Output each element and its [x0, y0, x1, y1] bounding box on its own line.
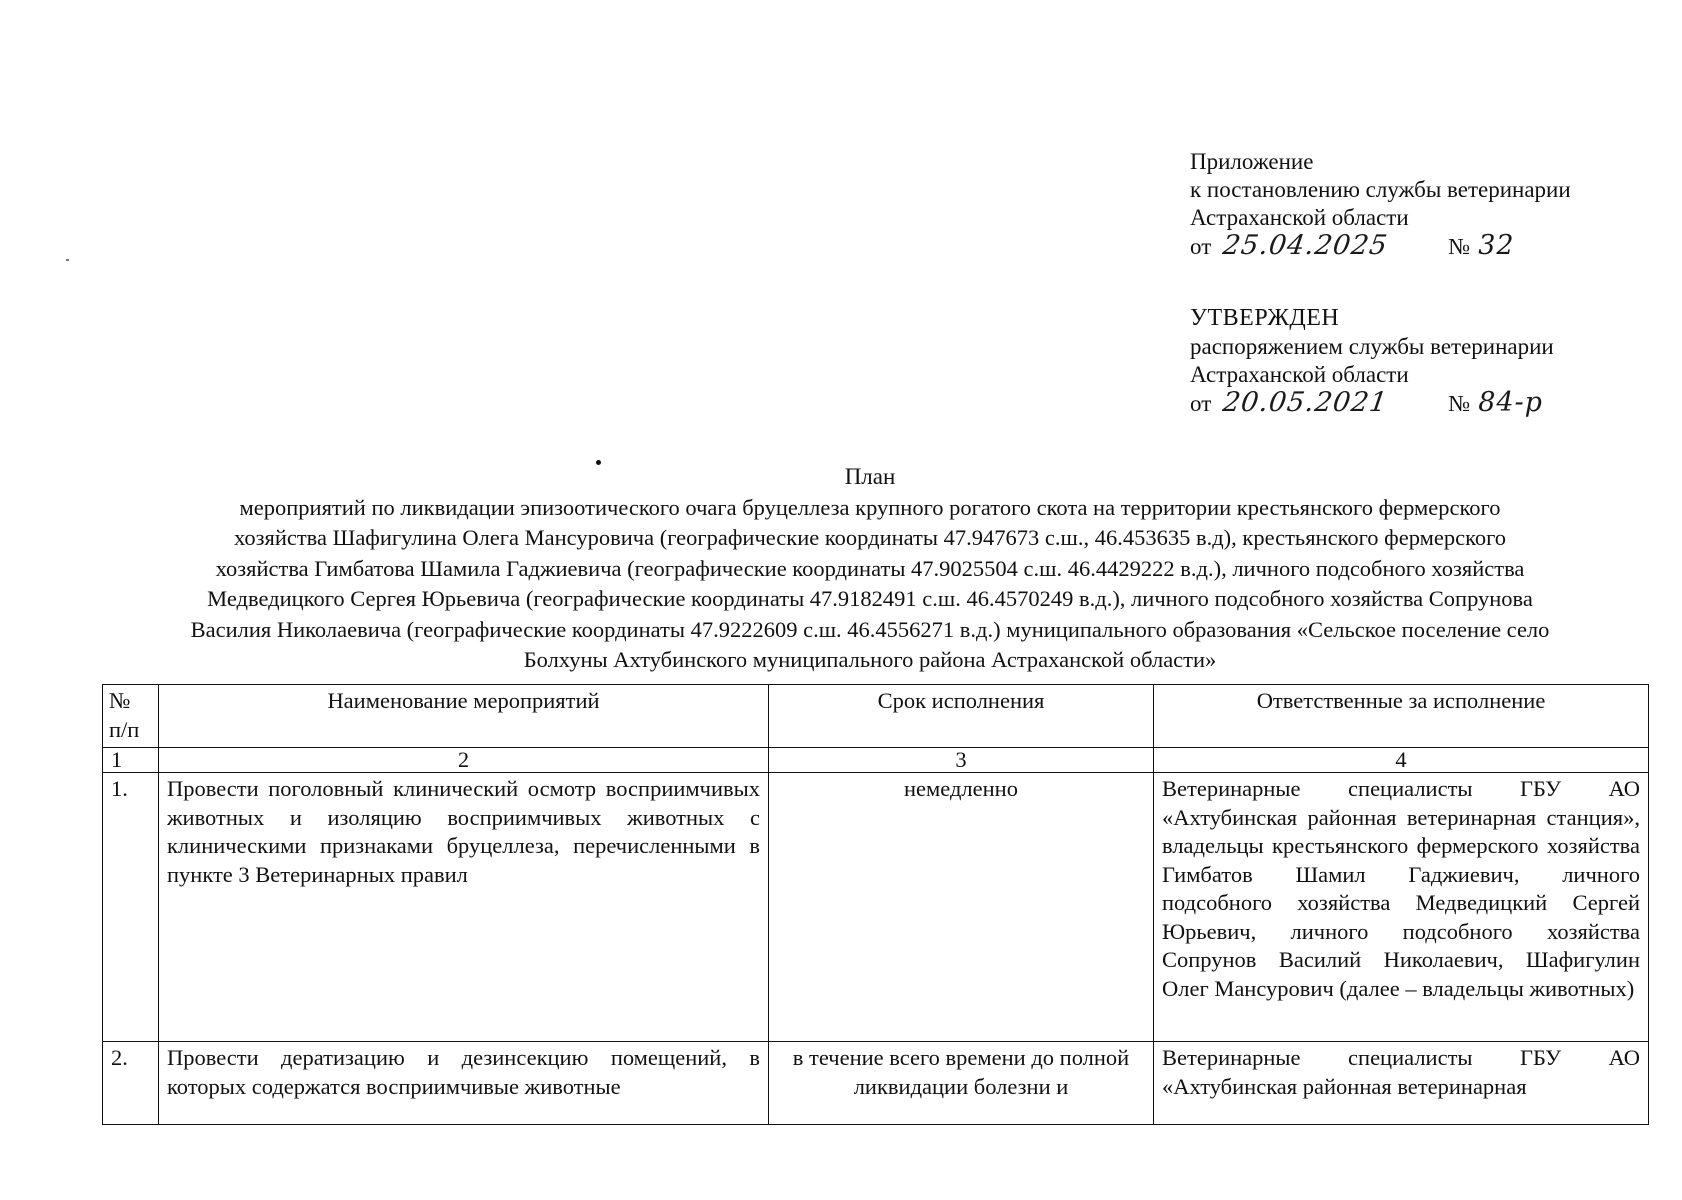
plan-title-line-5: Василия Николаевича (географические координаты 47.9222609 с.ш. 46.4556271 в.д.) муниципального образования «Сельское поселение село — [190, 616, 1550, 642]
approved-heading: УТВЕРЖДЕН — [1190, 305, 1340, 331]
column-number-4: 4 — [1154, 748, 1649, 773]
approved-handwritten-date: 20.05.2021 — [1221, 387, 1391, 418]
plan-title-line-6: Болхуны Ахтубинского муниципального района Астраханской области» — [523, 647, 1217, 672]
plan-title-line-2: хозяйства Шафигулина Олега Мансуровича (географические координаты 47.947673 с.ш., 46.453635 в.д), крестьянского фермерского — [233, 525, 1507, 550]
appendix-line-1: Приложение — [1190, 149, 1314, 174]
approved-handwritten-number: 84-р — [1478, 387, 1543, 418]
header-responsible: Ответственные за исполнение — [1154, 685, 1649, 748]
column-number-2: 2 — [159, 748, 769, 773]
appendix-date-row — [1190, 232, 1660, 261]
column-number-1: 1 — [103, 748, 159, 773]
plan-title-line-4: Медведицкого Сергея Юрьевича (географические координаты 47.9182491 с.ш. 46.4570249 в.д.), личного подсобного хозяйства Сопрунова — [207, 586, 1533, 611]
approved-block — [1190, 303, 1660, 418]
appendix-line-2: к постановлению службы ветеринарии — [1190, 177, 1571, 202]
appendix-number-label: № — [1448, 234, 1471, 259]
row-measure: Провести дератизацию и дезинсекцию помещений, в которых содержатся восприимчивые животные — [159, 1042, 769, 1125]
row-number: 1. — [103, 773, 159, 1042]
row-deadline: немедленно — [769, 773, 1154, 1042]
appendix-line-3: Астраханской области — [1190, 205, 1409, 230]
plan-title — [110, 462, 1630, 676]
row-responsible: Ветеринарные специалисты ГБУ АО «Ахтубинская районная ветеринарная станция», владельцы крестьянского фермерского хозяйства Гимбатов Шамил Гаджиевич, личного подсобного хозяйства Медведицкий Сергей Юрьевич, личного подсобного хозяйства Сопрунов Василий Николаевич, Шафигулин Олег Мансурович (далее – владельцы животных) — [1154, 773, 1649, 1042]
plan-heading: План — [844, 464, 896, 489]
table-row — [103, 1042, 1649, 1125]
table-row — [103, 773, 1649, 1042]
approved-from-label: от — [1190, 391, 1212, 416]
appendix-handwritten-date: 25.04.2025 — [1221, 230, 1391, 261]
approved-line-1: распоряжением службы ветеринарии — [1190, 334, 1554, 359]
table-header-row — [103, 685, 1649, 748]
header-number: № п/п — [103, 685, 159, 748]
scan-speck — [66, 259, 69, 261]
appendix-handwritten-number: 32 — [1478, 230, 1515, 261]
row-number: 2. — [103, 1042, 159, 1125]
appendix-block — [1190, 148, 1660, 261]
approved-line-2: Астраханской области — [1190, 362, 1409, 387]
column-number-3: 3 — [769, 748, 1154, 773]
row-responsible: Ветеринарные специалисты ГБУ АО «Ахтубинская районная ветеринарная — [1154, 1042, 1649, 1125]
plan-title-line-3: хозяйства Гимбатова Шамила Гаджиевича (географические координаты 47.9025504 с.ш. 46.4429222 в.д.), личного подсобного хозяйства — [215, 555, 1525, 581]
row-measure: Провести поголовный клинический осмотр восприимчивых животных и изоляцию восприимчивых животных с клиническими признаками бруцеллеза, перечисленными в пункте 3 Ветеринарных правил — [159, 773, 769, 1042]
plan-title-line-1: мероприятий по ликвидации эпизоотического очага бруцеллеза крупного рогатого скота на территории крестьянского фермерского — [239, 494, 1501, 520]
header-deadline: Срок исполнения — [769, 685, 1154, 748]
column-number-row — [103, 748, 1649, 773]
header-measure: Наименование мероприятий — [159, 685, 769, 748]
row-deadline: в течение всего времени до полной ликвидации болезни и — [769, 1042, 1154, 1125]
approved-date-row — [1190, 389, 1660, 418]
appendix-from-label: от — [1190, 234, 1212, 259]
plan-table — [102, 684, 1649, 1125]
approved-number-label: № — [1448, 391, 1471, 416]
